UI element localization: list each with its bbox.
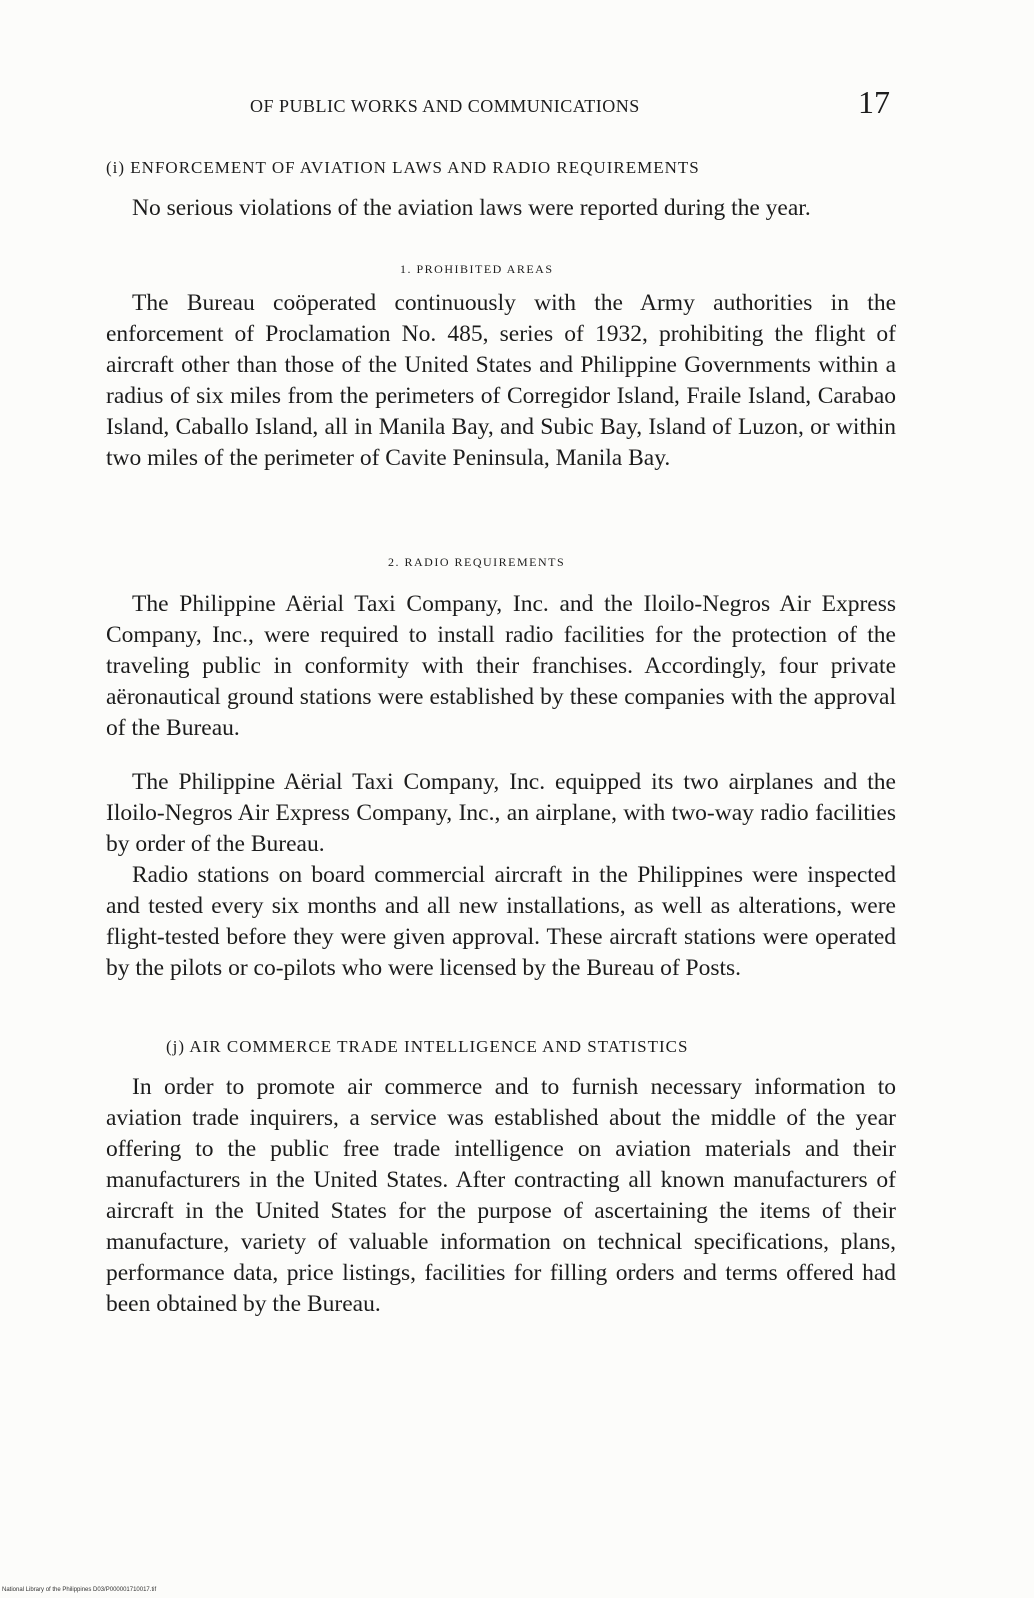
trade-intelligence-paragraph: In order to promote air commerce and to furnish necessary information to aviation trade inquirers, a service was established about the middle of the year offering to the public free trade intelligence on aviation materials and their manufacturers in the United States. After contracting all known manufacturers of aircraft in the United States for the purpose of ascertaining the items of their manufacture, variety of valuable information on technical specifications, plans, performance data, price listings, facilities for filling orders and terms offered had been obtained by the Bureau.	[106, 1074, 896, 1317]
subsection-heading-radio-requirements: 2. RADIO REQUIREMENTS	[388, 555, 566, 569]
section-heading-j: (j) AIR COMMERCE TRADE INTELLIGENCE AND STATISTICS	[166, 1037, 689, 1056]
section-i-intro-paragraph: No serious violations of the aviation laws were reported during the year.	[132, 195, 811, 221]
page-number: 17	[858, 84, 890, 120]
section-heading-i: (i) ENFORCEMENT OF AVIATION LAWS AND RADIO REQUIREMENTS	[106, 158, 700, 177]
radio-requirements-paragraph-3: Radio stations on board commercial aircraft in the Philippines were inspected and tested every six months and all new installations, as well as alterations, were flight-tested before they were given approval. These aircraft stations were operated by the pilots or co-pilots who were licensed by the Bureau of Posts.	[106, 862, 896, 981]
radio-requirements-paragraph-1: The Philippine Aërial Taxi Company, Inc. and the Iloilo-Negros Air Express Company, Inc., were required to install radio facilities for the protection of the traveling public in conformity with their franchises. Accordingly, four private aëronautical ground stations were established by these companies with the approval of the Bureau.	[106, 591, 896, 741]
footer-source-note: National Library of the Philippines D03/P000001710017.tif	[2, 1587, 157, 1593]
prohibited-areas-paragraph: The Bureau coöperated continuously with the Army authorities in the enforcement of Proclamation No. 485, series of 1932, prohibiting the flight of aircraft other than those of the United States and Philippine Governments within a radius of six miles from the perimeters of Corregidor Island, Fraile Island, Carabao Island, Caballo Island, all in Manila Bay, and Subic Bay, Island of Luzon, or within two miles of the perimeter of Cavite Peninsula, Manila Bay.	[106, 290, 896, 471]
subsection-heading-prohibited-areas: 1. PROHIBITED AREAS	[400, 262, 554, 276]
running-head: OF PUBLIC WORKS AND COMMUNICATIONS	[250, 96, 640, 116]
radio-requirements-paragraph-2: The Philippine Aërial Taxi Company, Inc. equipped its two airplanes and the Iloilo-Negros Air Express Company, Inc., an airplane, with two-way radio facilities by order of the Bureau.	[106, 769, 896, 857]
